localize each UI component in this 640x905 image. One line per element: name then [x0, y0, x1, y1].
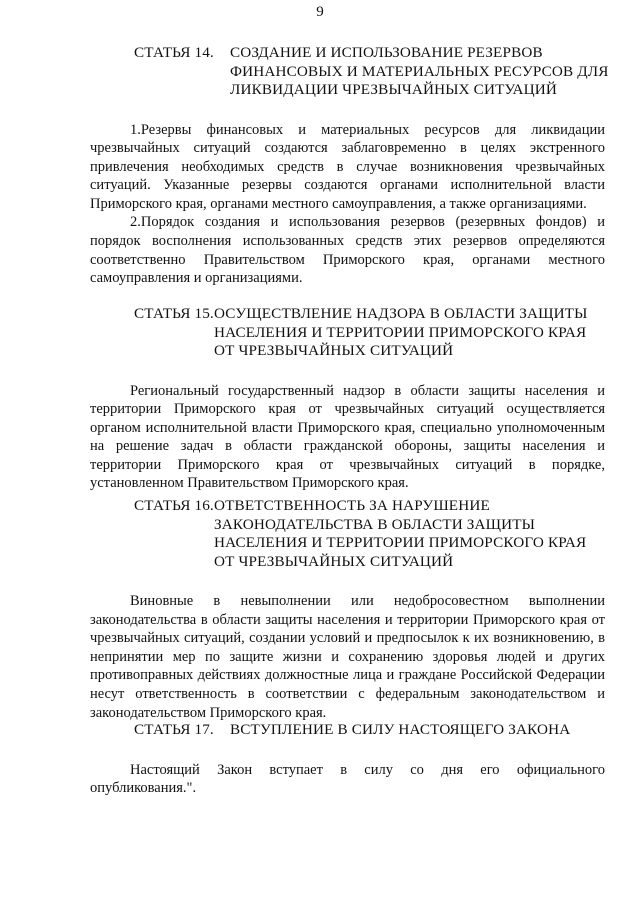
article-heading	[0, 721, 640, 740]
article-16	[0, 497, 640, 722]
article-number: СТАТЬЯ 16.	[134, 497, 214, 514]
article-14	[0, 44, 640, 288]
paragraph: Виновные в невыполнении или недобросовестном выполнении законодательства в области защиты населения и территории Приморского края от чрезвычайных ситуаций, создании условий и предпосылок к их возникновению, в непринятии мер по защите жизни и сохранению здоровья людей и других противоправных действиях должностные лица и граждане Российской Федерации несут ответственность в соответствии с федеральным законодательством и законодательством Приморского края.	[90, 593, 605, 721]
title-line: ФИНАНСОВЫХ И МАТЕРИАЛЬНЫХ РЕСУРСОВ ДЛЯ	[230, 62, 609, 80]
title-line: ОСУЩЕСТВЛЕНИЕ НАДЗОРА В ОБЛАСТИ ЗАЩИТЫ	[214, 305, 588, 322]
article-heading	[0, 305, 640, 361]
article-number: СТАТЬЯ 17.	[134, 721, 214, 738]
article-number: СТАТЬЯ 15.	[134, 305, 214, 322]
article-heading	[0, 44, 640, 100]
title-line: ВСТУПЛЕНИЕ В СИЛУ НАСТОЯЩЕГО ЗАКОНА	[230, 721, 571, 738]
title-line: ОТ ЧРЕЗВЫЧАЙНЫХ СИТУАЦИЙ	[214, 342, 454, 359]
title-line: ОТВЕТСТВЕННОСТЬ ЗА НАРУШЕНИЕ	[214, 497, 490, 514]
title-line: НАСЕЛЕНИЯ И ТЕРРИТОРИИ ПРИМОРСКОГО КРАЯ	[214, 534, 587, 551]
title-line: СОЗДАНИЕ И ИСПОЛЬЗОВАНИЕ РЕЗЕРВОВ	[230, 44, 543, 61]
article-17	[0, 721, 640, 798]
title-line: НАСЕЛЕНИЯ И ТЕРРИТОРИИ ПРИМОРСКОГО КРАЯ	[214, 323, 587, 341]
paragraph: 1.Резервы финансовых и материальных ресурсов для ликвидации чрезвычайных ситуаций создаются заблаговременно в целях экстренного привлечения необходимых средств в случае возникновения чрезвычайных ситуаций. Указанные резервы создаются органами исполнительной власти Приморского края, органами местного самоуправления, а также организациями.	[90, 121, 605, 212]
paragraph: Региональный государственный надзор в области защиты населения и территории Приморского края от чрезвычайных ситуаций осуществляется органом исполнительной власти Приморского края, специально уполномоченным на решение задач в области гражданской обороны, защиты населения и территории Приморского края от чрезвычайных ситуаций в порядке, установленном Правительством Приморского края.	[90, 382, 605, 492]
article-heading	[0, 497, 640, 571]
title-line: ОТ ЧРЕЗВЫЧАЙНЫХ СИТУАЦИЙ	[214, 552, 454, 570]
article-number: СТАТЬЯ 14.	[134, 44, 214, 61]
title-line: ЛИКВИДАЦИИ ЧРЕЗВЫЧАЙНЫХ СИТУАЦИЙ	[230, 81, 557, 98]
page-number: 9	[316, 4, 324, 20]
title-line: ЗАКОНОДАТЕЛЬСТВА В ОБЛАСТИ ЗАЩИТЫ	[214, 515, 536, 533]
article-title	[230, 721, 640, 740]
paragraph: 2.Порядок создания и использования резервов (резервных фондов) и порядок восполнения использованных средств этих резервов определяются соответственно Правительством Приморского края, органами местного самоуправления и организациями.	[90, 214, 605, 287]
article-title	[230, 44, 640, 100]
article-15	[0, 305, 640, 493]
article-title	[214, 497, 640, 571]
article-title	[214, 305, 640, 361]
paragraph: Настоящий Закон вступает в силу со дня его официального опубликования.".	[90, 761, 605, 797]
